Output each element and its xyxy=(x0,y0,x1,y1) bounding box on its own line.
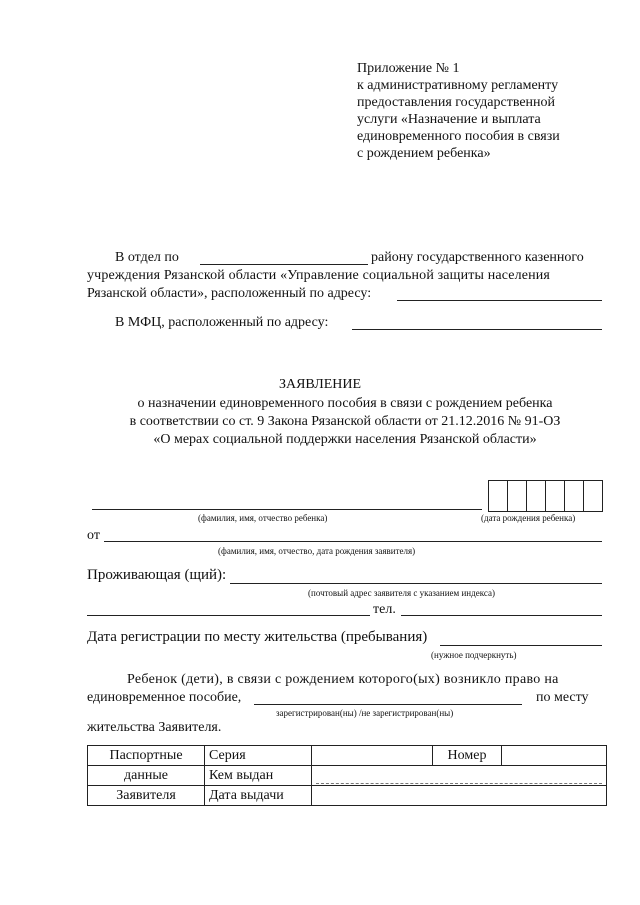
number-label: Номер xyxy=(433,746,502,766)
issued-by-label: Кем выдан xyxy=(205,766,312,786)
registration-status-caption: зарегистрирован(ны) /не зарегистрирован(ны) xyxy=(276,708,454,718)
series-field[interactable] xyxy=(312,746,433,766)
annex-line: единовременного пособия в связи xyxy=(357,129,560,144)
applicant-field[interactable] xyxy=(104,541,602,542)
registration-date-label: Дата регистрации по месту жительства (пребывания) xyxy=(87,629,428,645)
date-digit-box[interactable] xyxy=(507,480,527,512)
from-label: от xyxy=(87,528,100,543)
district-field[interactable] xyxy=(200,264,368,265)
date-digit-box[interactable] xyxy=(488,480,508,512)
birthdate-caption: (дата рождения ребенка) xyxy=(481,513,576,523)
title-subline: «О мерах социальной поддержки населения Рязанской области» xyxy=(153,432,537,447)
annex-line: с рождением ребенка» xyxy=(357,146,491,161)
child-name-field[interactable] xyxy=(92,509,482,510)
registration-status-field[interactable] xyxy=(254,704,522,705)
eligibility-text-line: жительства Заявителя. xyxy=(87,720,222,735)
phone-field[interactable] xyxy=(401,615,602,616)
passport-label: Паспортные xyxy=(88,746,205,766)
issue-date-label: Дата выдачи xyxy=(205,786,312,806)
annex-line: к административному регламенту xyxy=(357,78,559,93)
residing-label: Проживающая (щий): xyxy=(87,567,227,583)
mfc-address-label: В МФЦ, расположенный по адресу: xyxy=(115,315,329,330)
addressee-address-label: Рязанской области», расположенный по адресу: xyxy=(87,286,372,301)
postal-address-caption: (почтовый адрес заявителя с указанием индекса) xyxy=(308,588,495,598)
issue-date-field[interactable] xyxy=(312,786,607,806)
document-title: ЗАЯВЛЕНИЕ xyxy=(278,377,362,392)
date-digit-box[interactable] xyxy=(526,480,546,512)
underline-caption: (нужное подчеркнуть) xyxy=(431,650,517,660)
eligibility-text-line: Ребенок (дети), в связи с рождением которого(ых) возникло право на xyxy=(127,672,559,687)
series-label: Серия xyxy=(205,746,312,766)
child-name-caption: (фамилия, имя, отчество ребенка) xyxy=(198,513,328,523)
postal-address-continuation-field[interactable] xyxy=(87,615,370,616)
mfc-address-field[interactable] xyxy=(352,329,602,330)
number-field[interactable] xyxy=(502,746,607,766)
eligibility-text-line: единовременное пособие, xyxy=(87,690,242,705)
addressee-institution-text: району государственного казенного xyxy=(371,250,584,265)
date-digit-box[interactable] xyxy=(583,480,603,512)
phone-label: тел. xyxy=(373,602,396,617)
issued-by-field[interactable] xyxy=(312,766,607,786)
title-subline: о назначении единовременного пособия в связи с рождением ребенка xyxy=(137,396,553,411)
passport-table xyxy=(87,745,607,806)
eligibility-text-line: по месту xyxy=(536,690,589,705)
title-subline: в соответствии со ст. 9 Закона Рязанской области от 21.12.2016 № 91-ОЗ xyxy=(129,414,561,429)
department-address-field[interactable] xyxy=(397,300,602,301)
postal-address-field[interactable] xyxy=(230,583,602,584)
passport-label: Заявителя xyxy=(88,786,205,806)
date-digit-box[interactable] xyxy=(545,480,565,512)
annex-line: услуги «Назначение и выплата xyxy=(357,112,541,127)
annex-line: предоставления государственной xyxy=(357,95,556,110)
addressee-department-label: В отдел по xyxy=(115,250,179,265)
child-birthdate-boxes[interactable] xyxy=(489,480,603,512)
annex-line: Приложение № 1 xyxy=(357,61,460,76)
annex-header xyxy=(357,60,560,162)
addressee-institution-line: учреждения Рязанской области «Управление социальной защиты населения xyxy=(87,268,550,283)
registration-date-field[interactable] xyxy=(440,645,602,646)
issued-by-dash-line xyxy=(316,783,602,784)
date-digit-box[interactable] xyxy=(564,480,584,512)
passport-label: данные xyxy=(88,766,205,786)
applicant-caption: (фамилия, имя, отчество, дата рождения заявителя) xyxy=(218,546,416,556)
